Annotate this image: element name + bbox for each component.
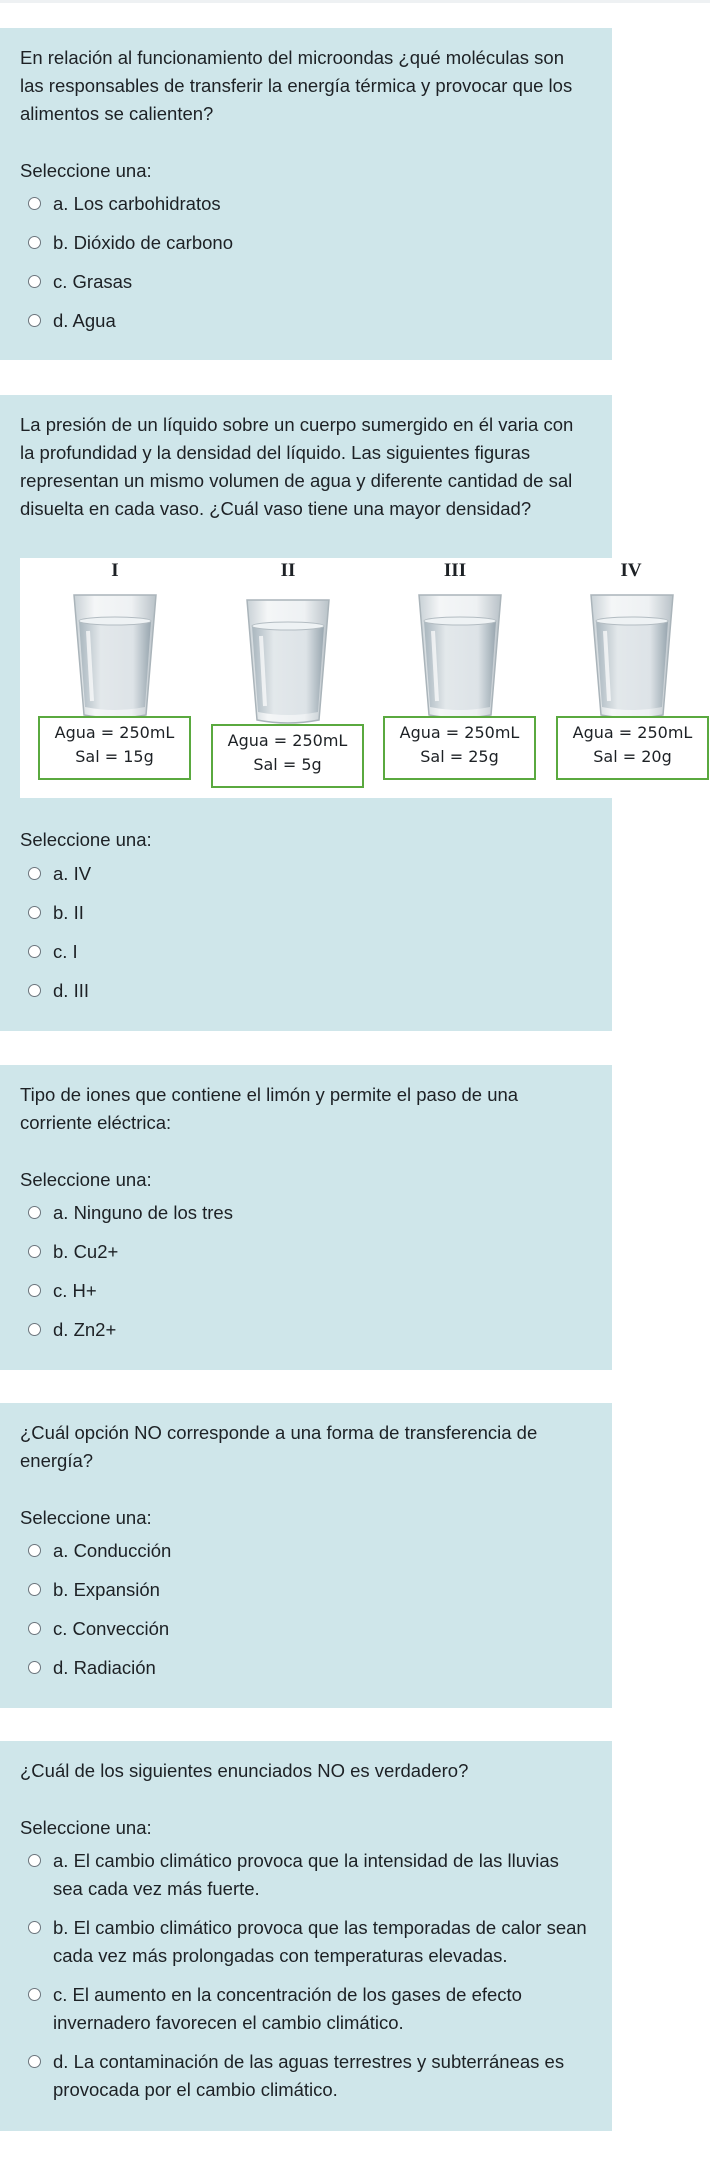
answer-option[interactable]	[20, 1847, 592, 1903]
answer-label[interactable]: d. La contaminación de las aguas terrestres y subterráneas es provocada por el cambio climático.	[53, 2051, 565, 2100]
answer-label[interactable]: c. Grasas	[53, 271, 133, 292]
answer-label[interactable]: d. Radiación	[53, 1657, 156, 1678]
answer-list	[20, 1199, 592, 1344]
answer-option[interactable]	[20, 1316, 592, 1344]
answer-label[interactable]: c. El aumento en la concentración de los gases de efecto invernadero favorecen el cambio climático.	[53, 1984, 522, 2033]
answer-option[interactable]	[20, 899, 590, 927]
radio-button[interactable]	[28, 906, 41, 919]
answer-option[interactable]	[20, 860, 590, 888]
answer-option[interactable]	[20, 229, 592, 257]
answer-label[interactable]: a. Conducción	[53, 1540, 172, 1561]
answer-option[interactable]	[20, 307, 592, 335]
answer-option[interactable]	[20, 1537, 592, 1565]
glass-label-box	[383, 716, 536, 780]
answer-option[interactable]	[20, 1238, 592, 1266]
answer-option[interactable]	[20, 1981, 592, 2037]
answer-option[interactable]	[20, 1615, 592, 1643]
salt-amount: Sal = 20g	[593, 747, 672, 766]
radio-button[interactable]	[28, 1854, 41, 1867]
answer-option[interactable]	[20, 1914, 592, 1970]
answer-label[interactable]: b. II	[53, 902, 84, 923]
answer-label[interactable]: b. Expansión	[53, 1579, 160, 1600]
answer-option[interactable]	[20, 977, 590, 1005]
density-glasses-figure	[20, 558, 710, 798]
salt-amount: Sal = 15g	[75, 747, 154, 766]
radio-button[interactable]	[28, 275, 41, 288]
glass-numeral: III	[443, 560, 467, 581]
salt-amount: Sal = 5g	[253, 755, 322, 774]
salt-amount: Sal = 25g	[420, 747, 499, 766]
answer-list	[20, 1537, 592, 1682]
water-glass-icon	[415, 591, 505, 721]
answer-option[interactable]	[20, 190, 592, 218]
radio-button[interactable]	[28, 1583, 41, 1596]
water-volume: Agua = 250mL	[572, 723, 693, 742]
answer-list	[20, 860, 590, 1005]
answer-option[interactable]	[20, 1576, 592, 1604]
radio-button[interactable]	[28, 1323, 41, 1336]
answer-label[interactable]: b. Cu2+	[53, 1241, 119, 1262]
answer-label[interactable]: b. El cambio climático provoca que las temporadas de calor sean cada vez más prolongadas con temperaturas elevadas.	[53, 1917, 587, 1966]
question-card-4	[0, 1403, 612, 1708]
water-glass-icon	[587, 591, 677, 721]
answer-option[interactable]	[20, 1277, 592, 1305]
glass-numeral: IV	[620, 560, 642, 581]
answer-option[interactable]	[20, 938, 590, 966]
radio-button[interactable]	[28, 1206, 41, 1219]
select-prompt: Seleccione una:	[20, 1817, 152, 1838]
radio-button[interactable]	[28, 945, 41, 958]
answer-label[interactable]: c. I	[53, 941, 78, 962]
answer-label[interactable]: d. III	[53, 980, 89, 1001]
answer-label[interactable]: b. Dióxido de carbono	[53, 232, 233, 253]
select-prompt: Seleccione una:	[20, 1169, 152, 1190]
select-prompt: Seleccione una:	[20, 829, 152, 850]
question-text: En relación al funcionamiento del microondas ¿qué moléculas son las responsables de transferir la energía térmica y provocar que los alimentos se calienten?	[20, 47, 573, 124]
answer-option[interactable]	[20, 2048, 592, 2104]
question-card-1	[0, 28, 612, 360]
glass-numeral: I	[111, 560, 119, 581]
radio-button[interactable]	[28, 197, 41, 210]
water-glass-icon	[243, 596, 333, 726]
radio-button[interactable]	[28, 1622, 41, 1635]
water-volume: Agua = 250mL	[227, 731, 348, 750]
answer-option[interactable]	[20, 1654, 592, 1682]
answer-label[interactable]: a. IV	[53, 863, 92, 884]
radio-button[interactable]	[28, 1921, 41, 1934]
water-volume: Agua = 250mL	[399, 723, 520, 742]
answer-option[interactable]	[20, 1199, 592, 1227]
answer-label[interactable]: c. Convección	[53, 1618, 170, 1639]
question-text: La presión de un líquido sobre un cuerpo sumergido en él varia con la profundidad y la densidad del líquido. Las siguientes figuras representan un mismo volumen de agua y diferente cantidad de sal disuelta en cada vaso. ¿Cuál vaso tiene una mayor densidad?	[20, 414, 574, 519]
glass-label-box	[38, 716, 191, 780]
radio-button[interactable]	[28, 1284, 41, 1297]
answer-label[interactable]: d. Zn2+	[53, 1319, 117, 1340]
answer-label[interactable]: a. El cambio climático provoca que la intensidad de las lluvias sea cada vez más fuerte.	[53, 1850, 559, 1899]
radio-button[interactable]	[28, 984, 41, 997]
radio-button[interactable]	[28, 1544, 41, 1557]
select-prompt: Seleccione una:	[20, 1507, 152, 1528]
answer-label[interactable]: c. H+	[53, 1280, 97, 1301]
radio-button[interactable]	[28, 236, 41, 249]
glass-label-box	[556, 716, 709, 780]
radio-button[interactable]	[28, 867, 41, 880]
radio-button[interactable]	[28, 2055, 41, 2068]
question-text: ¿Cuál de los siguientes enunciados NO es verdadero?	[20, 1760, 469, 1781]
answer-option[interactable]	[20, 268, 592, 296]
radio-button[interactable]	[28, 314, 41, 327]
top-divider	[0, 0, 710, 3]
water-glass-icon	[70, 591, 160, 721]
glass-numeral: II	[280, 560, 296, 581]
radio-button[interactable]	[28, 1245, 41, 1258]
water-volume: Agua = 250mL	[54, 723, 175, 742]
radio-button[interactable]	[28, 1661, 41, 1674]
answer-label[interactable]: a. Ninguno de los tres	[53, 1202, 233, 1223]
select-prompt: Seleccione una:	[20, 160, 152, 181]
answer-label[interactable]: d. Agua	[53, 310, 116, 331]
question-text: Tipo de iones que contiene el limón y permite el paso de una corriente eléctrica:	[20, 1084, 519, 1133]
answer-list	[20, 190, 592, 335]
question-text: ¿Cuál opción NO corresponde a una forma de transferencia de energía?	[20, 1422, 538, 1471]
glass-label-box	[211, 724, 364, 788]
question-card-3	[0, 1065, 612, 1370]
question-card-5	[0, 1741, 612, 2131]
radio-button[interactable]	[28, 1988, 41, 2001]
answer-label[interactable]: a. Los carbohidratos	[53, 193, 221, 214]
answer-list	[20, 1847, 592, 2104]
